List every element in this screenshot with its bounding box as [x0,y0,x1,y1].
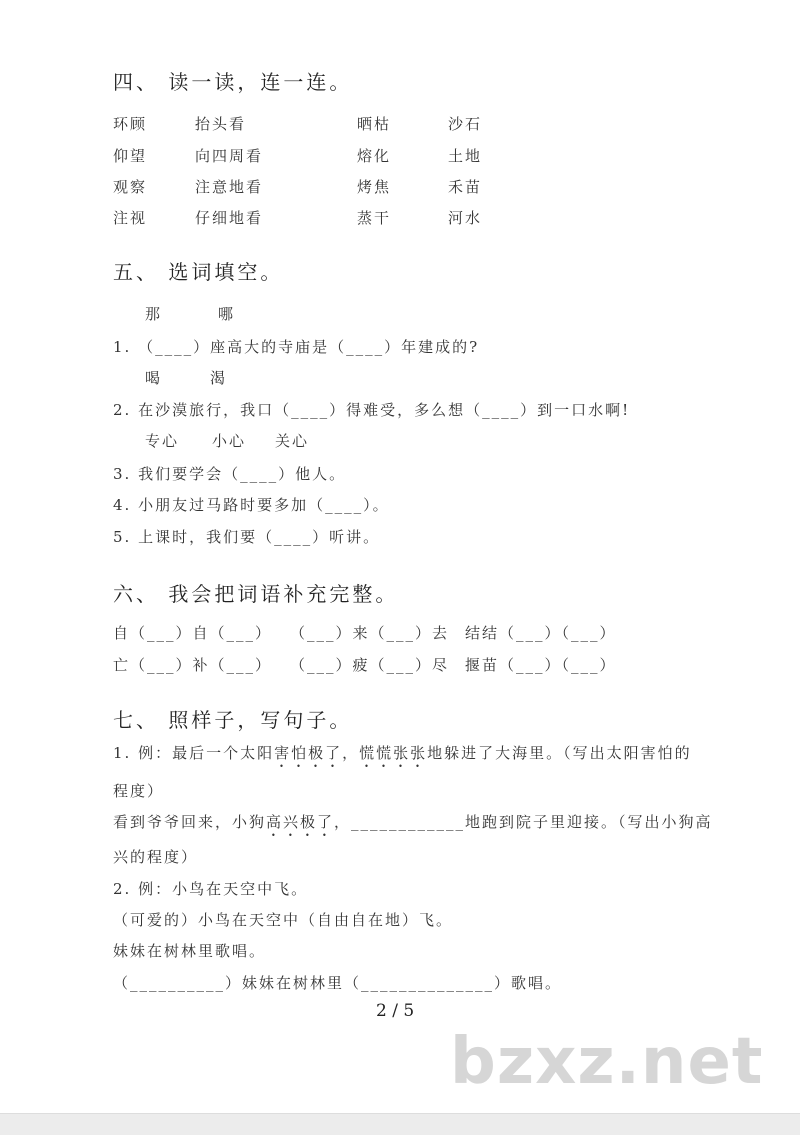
section-5-heading: 五、 选词填空。 [113,260,284,284]
match-word: 沙石 [448,115,483,133]
example-2: 2. 例：小鸟在天空中飞。 [113,880,309,898]
idiom-blank: 结结（___）（___） [465,624,617,642]
match-word: 蒸干 [357,209,392,227]
idiom-blank: （___）疲（___）尽 [290,656,450,674]
example-1-cont: 程度） [113,782,165,800]
match-word: 晒枯 [357,115,392,133]
match-word: 注视 [113,209,148,227]
text: ， [342,744,360,762]
match-word: 土地 [448,147,483,165]
question-1: 1. （____）座高大的寺庙是（____）年建成的? [113,338,480,356]
idiom-blank: （___）来（___）去 [290,624,450,642]
match-word: 抬头看 [195,115,247,133]
match-word: 向四周看 [195,147,264,165]
match-word: 注意地看 [195,178,264,196]
emphasized-text: 害怕极了 [274,744,343,762]
question-5: 5. 上课时，我们要（____）听讲。 [113,528,381,546]
question-3: 3. 我们要学会（____）他人。 [113,465,347,483]
match-word: 观察 [113,178,148,196]
emphasized-text: 高兴极了 [266,813,335,831]
word-option: 专心 [145,432,180,450]
match-word: 环顾 [113,115,148,133]
idiom-blank: 自（___）自（___） [113,624,273,642]
word-option: 哪 [218,305,236,323]
exercise-1-cont: 兴的程度） [113,848,199,866]
exercise-2: 妹妹在树林里歌唱。 [113,942,267,960]
section-6-heading: 六、 我会把词语补充完整。 [113,582,399,606]
match-word: 烤焦 [357,178,392,196]
match-word: 禾苗 [448,178,483,196]
match-word: 熔化 [357,147,392,165]
word-option: 渴 [210,369,228,387]
exercise-2-blank: （__________）妹妹在树林里（______________）歌唱。 [113,974,563,992]
text: 地躲进了大海里。（写出太阳害怕的 [427,744,692,762]
example-1 [113,743,692,771]
section-4-heading: 四、 读一读，连一连。 [113,70,353,94]
example-2-answer: （可爱的）小鸟在天空中（自由自在地）飞。 [113,911,454,929]
watermark: bzxz.net [450,1025,764,1099]
page-bottom-bar [0,1113,800,1135]
word-option: 关心 [275,432,310,450]
section-7-heading: 七、 照样子，写句子。 [113,708,353,732]
text: 1. 例：最后一个太阳 [113,744,275,762]
word-option: 那 [145,305,163,323]
match-word: 仔细地看 [195,209,264,227]
match-word: 仰望 [113,147,148,165]
idiom-blank: 揠苗（___）（___） [465,656,617,674]
match-word: 河水 [448,209,483,227]
page-number: 2 / 5 [376,1001,415,1021]
idiom-blank: 亡（___）补（___） [113,656,273,674]
word-option: 小心 [212,432,247,450]
word-option: 喝 [145,369,163,387]
question-4: 4. 小朋友过马路时要多加（____）。 [113,496,390,514]
text: ，____________地跑到院子里迎接。（写出小狗高 [334,813,713,831]
emphasized-text: 慌慌张张 [359,744,428,762]
exercise-1 [113,812,713,840]
text: 看到爷爷回来，小狗 [113,813,267,831]
question-2: 2. 在沙漠旅行，我口（____）得难受，多么想（____）到一口水啊! [113,401,631,419]
